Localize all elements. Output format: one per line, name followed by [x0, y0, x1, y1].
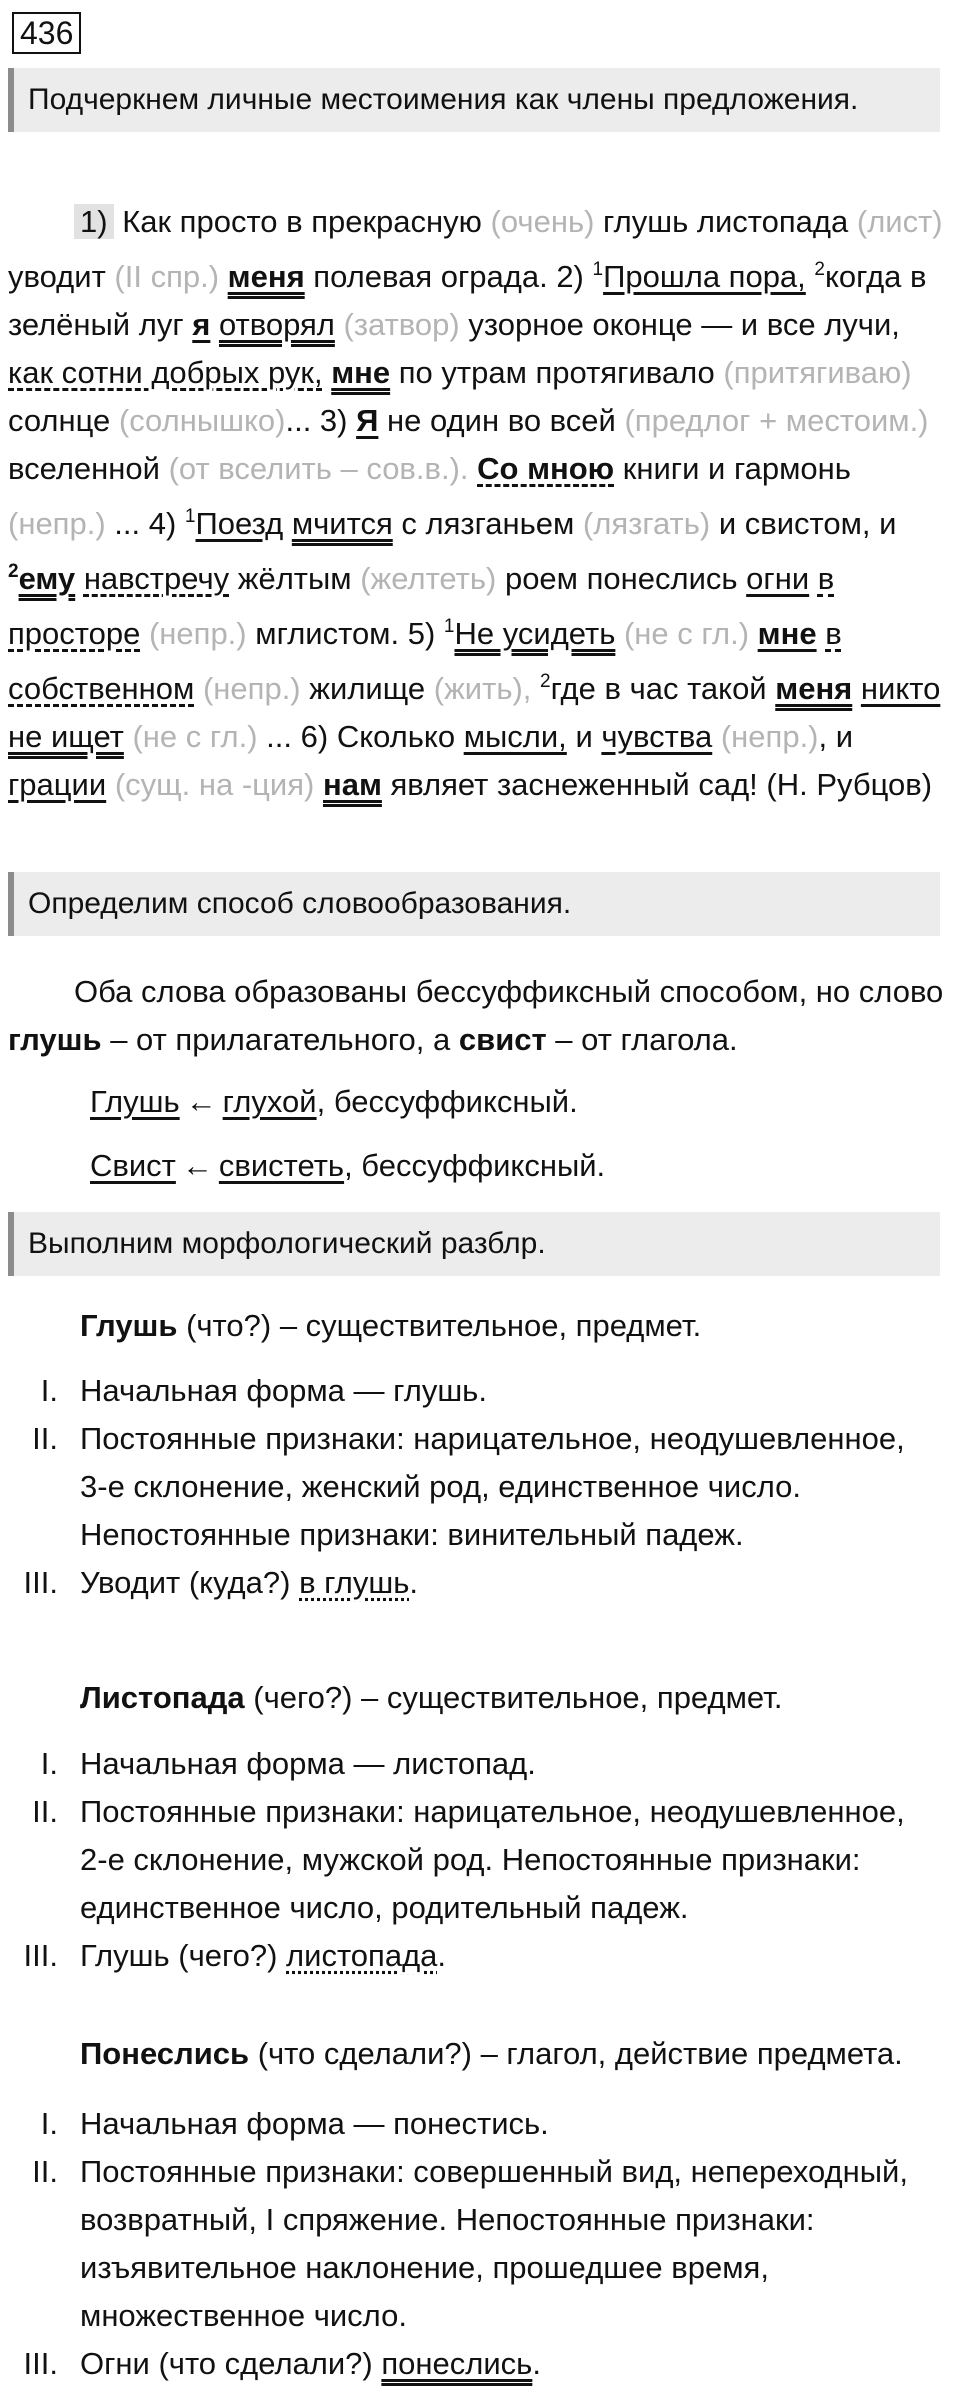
text: огни — [746, 561, 810, 596]
hint: (непр.) — [202, 671, 301, 706]
pronoun-object: нам — [322, 767, 382, 802]
text: когда в зелёный луг — [8, 259, 927, 342]
text: книги и гармонь — [622, 451, 851, 486]
derivation-svist — [90, 1142, 605, 1190]
hint: (непр.) — [720, 719, 819, 754]
derived-word: Свист — [90, 1148, 176, 1183]
morph-list-poneslis — [0, 2100, 950, 2388]
text: глушь листопада — [603, 204, 849, 239]
list-item — [0, 2340, 950, 2388]
morph-heading-poneslis — [80, 2030, 903, 2078]
text: (что сделали?) – глагол, действие предмета. — [257, 2036, 903, 2071]
list-number: II. — [32, 2154, 58, 2189]
text: Прошла пора, — [603, 259, 806, 294]
text: ... 4) — [114, 506, 177, 541]
text: по утрам протягивало — [398, 355, 715, 390]
text: понеслись — [381, 2346, 533, 2381]
derivation-glush — [90, 1078, 578, 1126]
superscript: 2 — [540, 671, 551, 692]
section-title: Выполним морфологический разблр. — [28, 1227, 546, 1260]
sentence-number: 1) — [74, 204, 114, 239]
hint: (затвор) — [343, 307, 460, 342]
hint: (II спр.) — [114, 259, 220, 294]
hint: (солнышко) — [118, 403, 286, 438]
wordformation-text — [8, 968, 944, 1064]
word: Листопада — [80, 1680, 245, 1715]
hint: (лист) — [856, 204, 943, 239]
pronoun-object: меня — [775, 671, 853, 706]
text: полевая ограда. 2) — [313, 259, 584, 294]
word: Глушь — [80, 1308, 178, 1343]
text: Как просто в прекрасную — [122, 204, 482, 239]
list-item — [0, 1415, 950, 1559]
text: как сотни добрых рук, — [8, 355, 323, 390]
text: жилище — [309, 671, 426, 706]
text: , и — [818, 719, 854, 754]
section-title: Определим способ словообразования. — [28, 887, 572, 920]
text: в глушь — [299, 1565, 410, 1600]
text: . — [532, 2346, 541, 2381]
word: Понеслись — [80, 2036, 250, 2071]
hint: (от вселить – сов.в.). — [168, 451, 469, 486]
superscript: 1 — [592, 259, 604, 280]
list-number: I. — [40, 2106, 58, 2141]
section-header-morphology — [8, 1212, 940, 1276]
text: роем понеслись — [504, 561, 738, 596]
list-text: Постоянные признаки: совершенный вид, непереходный, возвратный, I спряжение. Непостоянные признаки: изъявительное наклонение, прошедшее время, множественное число. — [80, 2154, 908, 2333]
text: – от прилагательного, а — [110, 1022, 451, 1057]
list-text: Постоянные признаки: нарицательное, неодушевленное, 2-е склонение, мужской род. Непостоянные признаки: единственное число, родительный падеж. — [80, 1794, 905, 1925]
text: навстречу — [83, 561, 230, 596]
section-title: Подчеркнем личные местоимения как члены предложения. — [28, 83, 859, 116]
list-text — [80, 2340, 950, 2388]
pronoun: мне — [757, 616, 817, 651]
list-item — [0, 1932, 950, 1980]
arrow-left-icon: ← — [185, 1084, 217, 1119]
superscript: 2 — [814, 259, 825, 280]
derived-word: Глушь — [90, 1084, 180, 1119]
text: Не усидеть — [454, 616, 616, 651]
poem-paragraph — [8, 198, 944, 809]
text: отворял — [218, 307, 335, 342]
paragraph — [8, 968, 944, 1064]
text: мглистом. 5) — [255, 616, 436, 651]
list-text: Начальная форма — глушь. — [80, 1373, 487, 1408]
text: Сколько — [336, 719, 456, 754]
list-number: I. — [40, 1746, 58, 1781]
text: листопада — [286, 1938, 438, 1973]
pronoun-object: ему — [18, 561, 76, 596]
hint: (непр.) — [148, 616, 247, 651]
pronoun-subject: Я — [356, 403, 379, 438]
text: мчится — [291, 506, 393, 541]
hint: (притягиваю) — [723, 355, 912, 390]
text: где в час такой — [550, 671, 767, 706]
text: грации — [8, 767, 107, 802]
list-text: Начальная форма — листопад. — [80, 1746, 536, 1781]
hint: (желтеть) — [360, 561, 497, 596]
text: Уводит (куда?) — [80, 1565, 291, 1600]
text: Огни (что сделали?) — [80, 2346, 373, 2381]
word: свист — [458, 1022, 547, 1057]
hint: (очень) — [490, 204, 595, 239]
list-text — [80, 1559, 950, 1607]
text: ... 6) — [266, 719, 329, 754]
text: в собственном — [8, 616, 842, 706]
text: , бессуффиксный. — [344, 1148, 606, 1183]
list-item — [0, 1740, 950, 1788]
list-text: Постоянные признаки: нарицательное, неодушевленное, 3-е склонение, женский род, единственное число. Непостоянные признаки: винительный падеж. — [80, 1421, 905, 1552]
word: глушь — [8, 1022, 102, 1057]
source-word: свистеть — [218, 1148, 345, 1183]
pronoun-subject: я — [192, 307, 211, 342]
text: , бессуффиксный. — [316, 1084, 578, 1119]
text: чувства — [601, 719, 713, 754]
text: в просторе — [8, 561, 835, 651]
arrow-left-icon: ← — [181, 1148, 213, 1183]
superscript: 1 — [184, 506, 196, 527]
text: Поезд — [195, 506, 284, 541]
hint: (непр.) — [8, 506, 106, 541]
text: и — [575, 719, 593, 754]
text: Глушь (чего?) — [80, 1938, 278, 1973]
list-number: II. — [32, 1421, 58, 1456]
text: . — [437, 1938, 447, 1973]
text: Оба слова образованы бессуффиксный способом, но слово — [74, 974, 944, 1009]
source-word: глухой — [222, 1084, 317, 1119]
hint: (предлог + местоим.) — [624, 403, 929, 438]
morph-list-glush — [0, 1367, 950, 1607]
pronoun-subject: никто — [860, 671, 941, 706]
pronoun-object: мне — [331, 355, 391, 390]
superscript: 2 — [8, 561, 19, 582]
list-item — [0, 1367, 950, 1415]
hint: (лязгать) — [582, 506, 711, 541]
hint: (не с гл.) — [132, 719, 258, 754]
text: уводит — [8, 259, 106, 294]
list-number: III. — [23, 2346, 58, 2381]
text: ... 3) — [285, 403, 348, 438]
list-number: III. — [23, 1565, 58, 1600]
text: жёлтым — [237, 561, 352, 596]
hint: (сущ. на -ция) — [114, 767, 315, 802]
text: . — [409, 1565, 419, 1600]
text: и свистом, и — [718, 506, 897, 541]
morph-heading-glush — [80, 1302, 701, 1350]
text: – от глагола. — [555, 1022, 738, 1057]
morph-heading-listopada — [80, 1674, 782, 1722]
text: (чего?) – существительное, предмет. — [253, 1680, 783, 1715]
text: солнце — [8, 403, 111, 438]
list-number: I. — [40, 1373, 58, 1408]
poem-text — [8, 198, 944, 809]
list-number: III. — [23, 1938, 58, 1973]
pronoun-object: меня — [227, 259, 305, 294]
superscript: 1 — [443, 616, 455, 637]
section-header-pronouns — [8, 68, 940, 132]
text: не ищет — [8, 719, 124, 754]
text: узорное оконце — и все лучи, — [468, 307, 900, 342]
text: не один — [387, 403, 500, 438]
list-item — [0, 2148, 950, 2340]
text: во всей — [507, 403, 616, 438]
text: с лязганьем — [401, 506, 575, 541]
list-item — [0, 1788, 950, 1932]
list-text — [80, 1932, 950, 1980]
morph-list-listopada — [0, 1740, 950, 1980]
task-number: 436 — [12, 12, 81, 54]
text: являет заснеженный сад! (Н. Рубцов) — [390, 767, 933, 802]
hint: (жить), — [433, 671, 532, 706]
list-item — [0, 1559, 950, 1607]
pronoun-phrase: Со мною — [477, 451, 615, 486]
list-item — [0, 2100, 950, 2148]
text: (что?) – существительное, предмет. — [186, 1308, 702, 1343]
hint: (не с гл.) — [623, 616, 750, 651]
text: вселенной — [8, 451, 160, 486]
list-text: Начальная форма — понестись. — [80, 2106, 549, 2141]
list-number: II. — [32, 1794, 58, 1829]
section-header-wordformation — [8, 872, 940, 936]
text: мысли, — [463, 719, 567, 754]
